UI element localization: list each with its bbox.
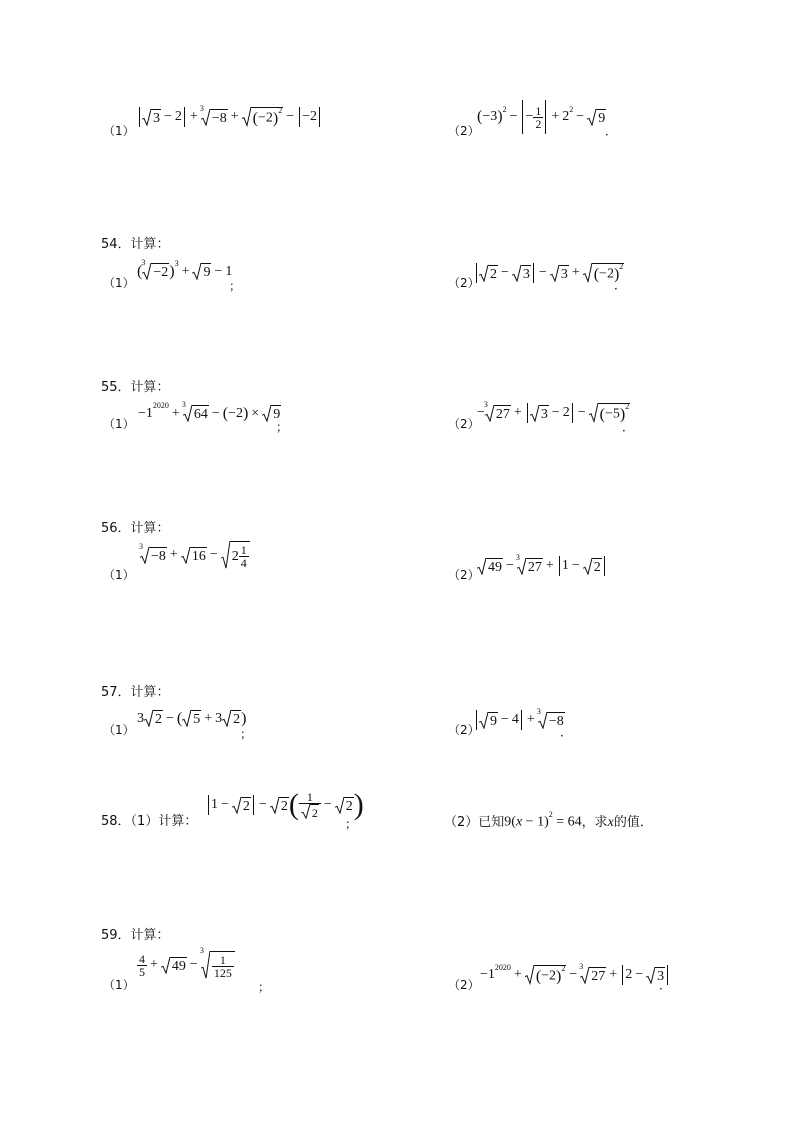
problem-heading-55: [101, 376, 170, 395]
part-label-2: （2）: [448, 124, 480, 138]
part-label-2: （2）: [448, 417, 480, 431]
problem-heading-text: 计算：: [130, 928, 170, 943]
semicolon: ；: [345, 817, 358, 831]
math-expression-57-2: 9 − 4 + 3 −8: [474, 710, 565, 730]
math-expression-59-2: −12020 + (−2)2 − 3 27 + 2 − 3: [480, 965, 670, 985]
math-expression-56-2: 49 − 3 27 + 1 − 2: [477, 556, 607, 576]
problem-heading-text: 计算：: [130, 685, 170, 700]
part-label-2: （2）: [448, 723, 480, 737]
period: ．: [560, 725, 573, 739]
math-expression-54-2: 2 − 3 − 3 + (−2)2: [474, 263, 624, 283]
math-expression-56-1: 3 −8 + 16 − 2 $\frac{1}{4}$: [140, 541, 250, 569]
problem-heading-56: [101, 517, 170, 536]
problem-heading-text: 计算：: [130, 237, 170, 252]
semicolon: ；: [276, 420, 289, 434]
period: ．: [659, 978, 672, 992]
problem-number: 58．: [101, 814, 131, 829]
problem-heading-text: 计算：: [130, 521, 170, 536]
part-label-2: （2）: [448, 276, 480, 290]
math-expression-58-1: 1 − 2 − 2( $\frac{1}{2}$ − 2): [206, 790, 364, 820]
variable-x: x: [607, 815, 614, 830]
math-expression-59-1: $\frac{4}{5}$ + 49 − 3 $\frac{1}{125}$: [137, 951, 235, 979]
part-label-2: （2）: [448, 978, 480, 992]
part-label-1: （1）: [103, 124, 135, 138]
semicolon: ；: [258, 980, 271, 994]
problem-heading-text: 计算：: [130, 380, 170, 395]
semicolon: ；: [240, 727, 253, 741]
problem-number: 56．: [101, 521, 131, 536]
problem-58-part-2: [444, 811, 653, 830]
math-expression-57-1: 3 2 − ( 5 + 3 2): [137, 709, 247, 727]
period: ．: [622, 420, 635, 434]
period: ．: [605, 124, 618, 138]
problem-heading-59: [101, 924, 170, 943]
problem-number: 54．: [101, 237, 131, 252]
problem-number: 59．: [101, 928, 131, 943]
math-expression-53-1: 3 − 2 + 3 −8 + (−2)2 − −2: [137, 107, 322, 127]
part-label-1: （1）: [103, 723, 135, 737]
part-2-text: （2）已知: [444, 815, 505, 830]
problem-heading-58: [101, 810, 197, 829]
problem-heading-57: [101, 681, 170, 700]
math-expression-55-2: − 3 27 + 3 − 2 − (−5)2: [477, 399, 630, 423]
problem-number: 57．: [101, 685, 131, 700]
part-label-1: （1）: [103, 568, 135, 582]
semicolon: ；: [229, 279, 242, 293]
part-label-1: （1）: [103, 276, 135, 290]
problem-heading-text: （1）计算：: [130, 814, 198, 829]
part-label-1: （1）: [103, 978, 135, 992]
math-expression-55-1: −12020 + 3 64 − (−2) × 9: [138, 400, 281, 422]
math-expression-54-1: ( 3 −2)3 + 9 − 1: [137, 258, 233, 280]
part-label-1: （1）: [103, 417, 135, 431]
part-label-2: （2）: [448, 568, 480, 582]
part-2-text-3: 的值．: [613, 815, 653, 830]
part-2-text-2: ，求: [581, 815, 608, 830]
equation: 9(x − 1)2 = 64: [504, 810, 582, 830]
problem-heading-54: [101, 233, 170, 252]
problem-number: 55．: [101, 380, 131, 395]
period: ．: [614, 278, 627, 292]
math-expression-53-2: (−3)2 − − $\frac{1}{2}$ + 22 − 9: [477, 100, 606, 134]
